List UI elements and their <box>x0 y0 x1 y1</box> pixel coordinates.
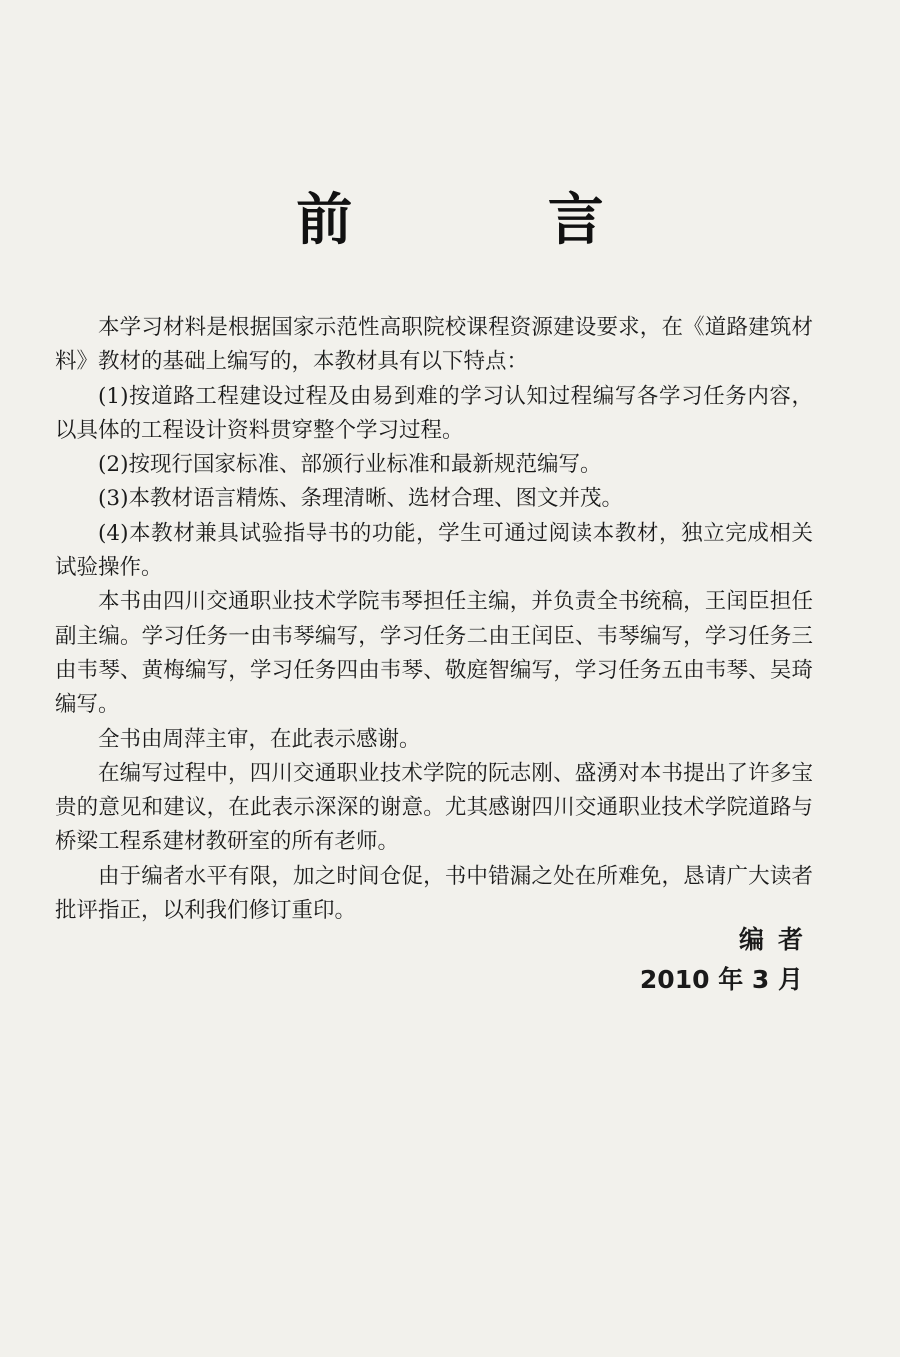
paragraph-authors: 本书由四川交通职业技术学院韦琴担任主编，并负责全书统稿，王闰臣担任副主编。学习任务一由韦琴编写，学习任务二由王闰臣、韦琴编写，学习任务三由韦琴、黄梅编写，学习任务四由韦琴、敬庭智编写，学习任务五由韦琴、吴琦编写。 <box>55 589 813 718</box>
paragraph-feature-4: (4)本教材兼具试验指导书的功能，学生可通过阅读本教材，独立完成相关试验操作。 <box>55 520 813 581</box>
paragraph-feature-1: (1)按道路工程建设过程及由易到难的学习认知过程编写各学习任务内容，以具体的工程设计资料贯穿整个学习过程。 <box>55 383 813 443</box>
preface-body <box>55 311 813 928</box>
paragraph-intro: 本学习材料是根据国家示范性高职院校课程资源建设要求，在《道路建筑材料》教材的基础上编写的，本教材具有以下特点： <box>55 315 813 375</box>
paragraph-reviewer: 全书由周萍主审，在此表示感谢。 <box>98 726 421 752</box>
page-title: 前 言 <box>296 188 692 253</box>
signature-block <box>639 920 817 1000</box>
paragraph-acknowledgement: 在编写过程中，四川交通职业技术学院的阮志刚、盛湧对本书提出了许多宝贵的意见和建议，在此表示深深的谢意。尤其感谢四川交通职业技术学院道路与桥梁工程系建材教研室的所有老师。 <box>55 760 813 855</box>
paragraph-feature-2: (2)按现行国家标准、部颁行业标准和最新规范编写。 <box>98 452 602 478</box>
paragraph-apology: 由于编者水平有限，加之时间仓促，书中错漏之处在所难免，恳请广大读者批评指正，以利我们修订重印。 <box>55 863 813 924</box>
signature-date: 2010 年 3 月 <box>639 965 803 994</box>
signature-author: 编者 <box>738 925 817 954</box>
paragraph-feature-3: (3)本教材语言精炼、条理清晰、选材合理、图文并茂。 <box>98 486 623 512</box>
